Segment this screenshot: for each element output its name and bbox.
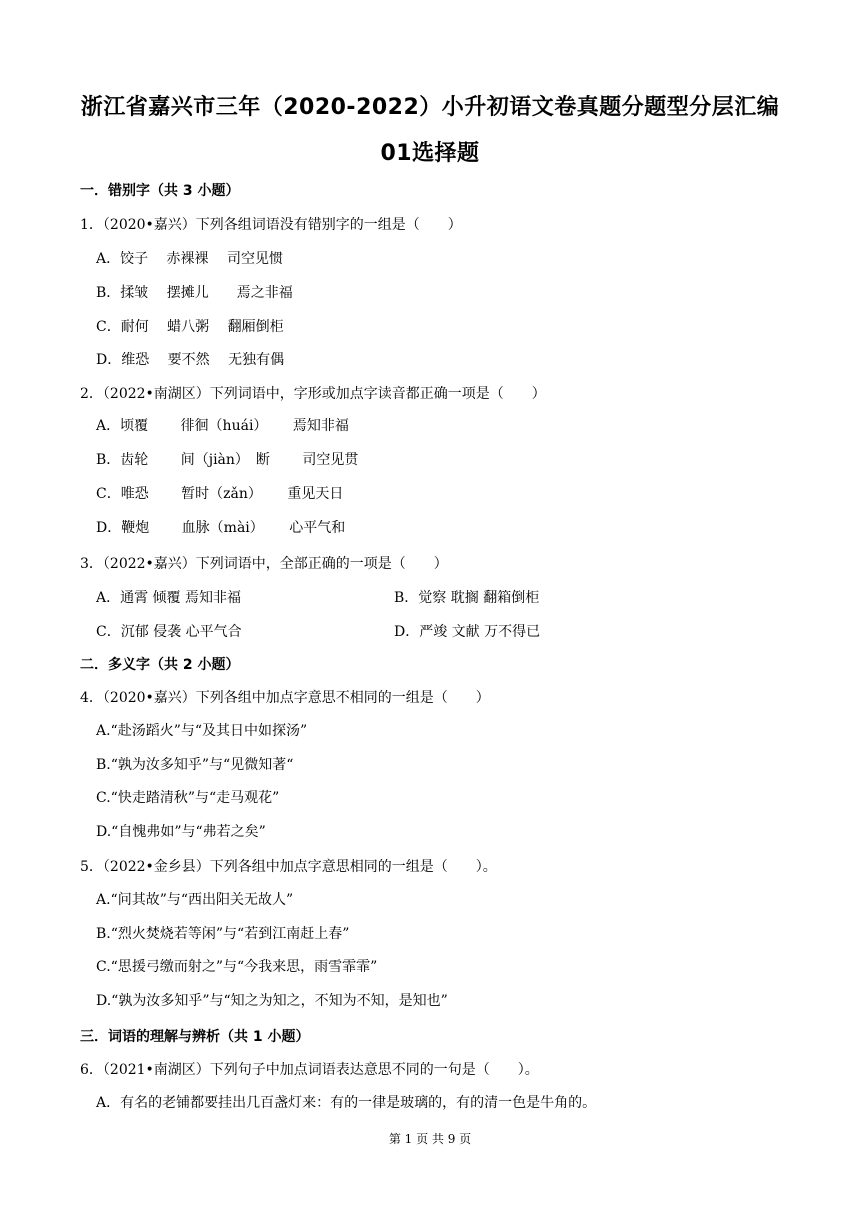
question-4-option-d: D.“自愧弗如”与“弗若之矣” (96, 824, 266, 840)
question-3-option-c: C．沉郁 侵袭 心平气合 (96, 624, 242, 640)
document-subtitle: 01选择题 (380, 141, 480, 166)
section-heading-typos: 一．错别字（共 3 小题） (80, 183, 240, 199)
question-3-stem: 3．（2022•嘉兴）下列词语中，全部正确的一项是（ ） (80, 556, 448, 572)
page-footer: 第 1 页 共 9 页 (388, 1132, 472, 1146)
question-3-option-a: A．通霄 倾覆 焉知非福 (96, 590, 242, 606)
document-title: 浙江省嘉兴市三年（2020-2022）小升初语文卷真题分题型分层汇编 (80, 95, 780, 120)
question-1-option-d: D．维恐 要不然 无独有偶 (96, 352, 285, 368)
question-1-option-c: C．耐何 蜡八粥 翻厢倒柜 (96, 319, 284, 335)
question-1-option-a: A．饺子 赤裸裸 司空见惯 (96, 251, 284, 267)
question-5-option-b: B.“烈火焚烧若等闲”与“若到江南赶上春” (96, 926, 350, 942)
question-6-stem: 6．（2021•南湖区）下列句子中加点词语表达意思不同的一句是（ ）。 (80, 1062, 539, 1078)
question-1-option-b: B．揉皱 摆摊儿 焉之非福 (96, 285, 293, 301)
question-4-option-b: B.“孰为汝多知乎”与“见微知著“ (96, 757, 294, 773)
section-heading-polysemy: 二．多义字（共 2 小题） (80, 657, 240, 673)
question-2-option-d: D．鞭炮 血脉（mài） 心平气和 (96, 520, 346, 536)
question-4-option-c: C.“快走踏清秋”与“走马观花” (96, 790, 280, 806)
question-4-option-a: A.“赴汤蹈火”与“及其日中如探汤” (96, 723, 308, 739)
question-5-option-c: C.“思援弓缴而射之”与“今我来思，雨雪霏霏” (96, 959, 378, 975)
question-3-option-b: B．觉察 耽搁 翻箱倒柜 (394, 590, 540, 606)
question-3-option-d: D．严竣 文献 万不得已 (394, 624, 541, 640)
question-2-option-a: A．顷覆 徘徊（huái） 焉知非福 (96, 418, 349, 434)
question-5-option-d: D.“孰为汝多知乎”与“知之为知之，不知为不知，是知也” (96, 993, 448, 1009)
question-1-stem: 1．（2020•嘉兴）下列各组词语没有错别字的一组是（ ） (80, 217, 462, 233)
question-5-option-a: A.“问其故”与“西出阳关无故人” (96, 892, 294, 908)
question-2-stem: 2．（2022•南湖区）下列词语中，字形或加点字读音都正确一项是（ ） (80, 386, 546, 402)
question-5-stem: 5．（2022•金乡县）下列各组中加点字意思相同的一组是（ ）。 (80, 859, 497, 875)
question-6-option-a: A．有名的老铺都要挂出几百盏灯来：有的一律是玻璃的，有的清一色是牛角的。 (96, 1095, 597, 1111)
question-4-stem: 4．（2020•嘉兴）下列各组中加点字意思不相同的一组是（ ） (80, 690, 490, 706)
question-2-option-c: C．唯恐 暂时（zǎn） 重见天日 (96, 486, 344, 502)
section-heading-word-meaning: 三．词语的理解与辨析（共 1 小题） (80, 1029, 310, 1045)
question-2-option-b: B．齿轮 间（jiàn） 断 司空见贯 (96, 452, 359, 468)
